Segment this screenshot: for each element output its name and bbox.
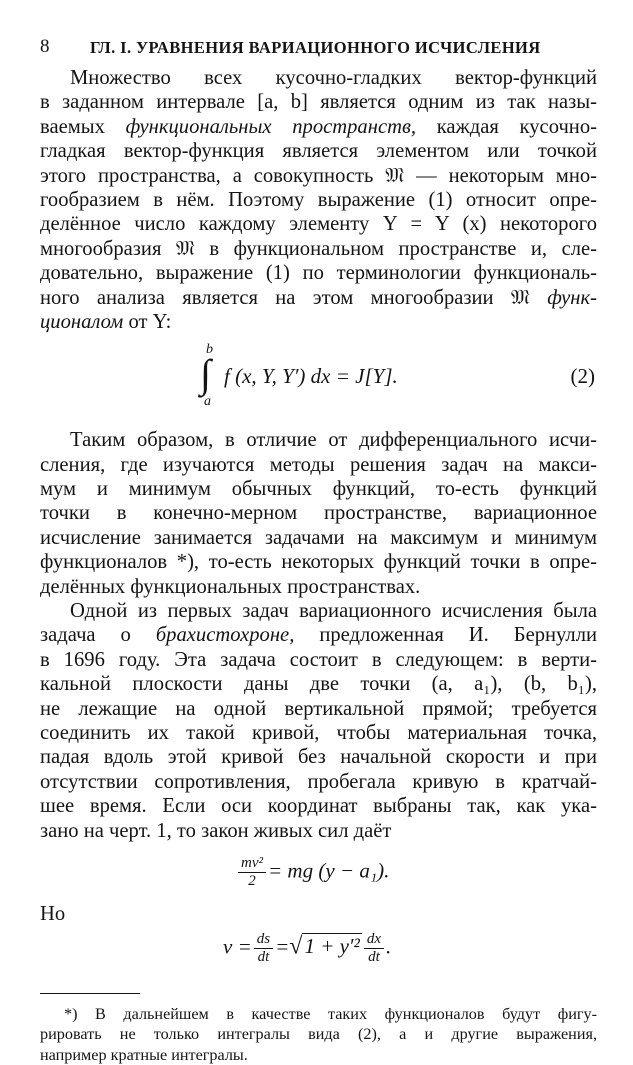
emphasis-term: ционалом xyxy=(40,310,124,333)
text-line: в заданном интервале [a, b] является одним из так назы- xyxy=(40,91,597,114)
text-line xyxy=(40,623,597,647)
text-line: гладкая вектор-функция является элементом или точкой xyxy=(40,140,597,163)
text-line: отсутствии сопротивления, пробегала кривую в кратчай- xyxy=(40,770,597,793)
emphasis-term: функциональных пространств, xyxy=(125,115,417,138)
text-line xyxy=(40,310,597,334)
footnote-divider xyxy=(40,993,140,994)
fraction-denominator: dt xyxy=(257,948,270,965)
text-line: мум и минимум обычных функций, то-есть функций xyxy=(40,478,597,501)
page-number: 8 xyxy=(40,36,50,57)
fraction-numerator: dx xyxy=(364,931,384,949)
text-line: не лежащие на одной вертикальной прямой; требуется xyxy=(40,697,597,720)
fraction-denominator: dt xyxy=(368,948,380,965)
velocity-lhs: v = xyxy=(223,934,252,959)
fraction-dx-dt xyxy=(364,931,384,966)
text-line: гообразием в нём. Поэтому выражение (1) относит опре- xyxy=(40,188,597,211)
equals-sign: = xyxy=(275,934,290,959)
running-title: ГЛ. I. УРАВНЕНИЯ ВАРИАЦИОННОГО ИСЧИСЛЕНИЯ xyxy=(90,38,541,57)
text-run: от Y: xyxy=(128,310,172,333)
fraction-ds-dt xyxy=(254,931,273,966)
text-line: кальной плоскости даны две точки (a, a₁), (b, b₁), xyxy=(40,673,597,696)
paragraph-function-spaces xyxy=(40,66,597,334)
text-line xyxy=(40,115,597,139)
text-line: довательно, выражение (1) по терминологии функциональ- xyxy=(40,262,597,285)
text-line: Множество всех кусочно-гладких вектор-функций xyxy=(70,67,597,89)
text-line: зано на черт. 1, то закон живых сил даёт xyxy=(40,819,392,842)
connector-word: Но xyxy=(40,902,66,925)
footnote-line: рировать не только интегралы вида (2), а и другие выражения, xyxy=(40,1025,597,1044)
book-page xyxy=(40,36,597,1065)
formula-velocity xyxy=(40,929,597,979)
equation-period: . xyxy=(386,934,392,959)
text-line: делённых функциональных пространствах. xyxy=(40,575,421,598)
text-run: ного анализа является на этом многообразии 𝔐 xyxy=(40,286,530,309)
text-line: функционалов *), то-есть некоторых функций точки в опре- xyxy=(40,551,597,574)
paragraph-brachistochrone xyxy=(40,599,597,843)
square-root-sign: √ xyxy=(289,933,303,960)
text-line: сления, где изучаются методы решения задач на макси- xyxy=(40,453,597,476)
integral-sign: ∫ xyxy=(200,351,211,397)
emphasis-term: функ- xyxy=(547,286,597,309)
footnote xyxy=(40,1004,597,1065)
energy-equation xyxy=(236,855,389,890)
text-line: соединить их такой кривой, чтобы материальная точка, xyxy=(40,721,597,744)
square-root-radicand: 1 + y′² xyxy=(304,934,360,959)
integral-expression: f (x, Y, Y′) dx = J[Y]. xyxy=(224,364,398,389)
fraction-numerator: mv² xyxy=(238,855,266,873)
text-line: делённое число каждому элементу Y = Y (x) некоторого xyxy=(40,213,597,236)
text-line: Таким образом, в отличие от дифференциального исчи- xyxy=(70,429,597,452)
text-line: в 1696 году. Эта задача состоит в следующем: в верти- xyxy=(40,648,597,671)
text-line: этого пространства, а совокупность 𝔐 — некоторым мно- xyxy=(40,164,597,187)
text-line: многообразия 𝔐 в функциональном пространстве и, сле- xyxy=(40,237,597,260)
text-run: каждая кусочно- xyxy=(436,115,597,138)
equation-rhs: = mg (y − a₁). xyxy=(268,858,390,883)
text-line: падая вдоль этой кривой без начальной скорости и при xyxy=(40,746,597,769)
text-line: исчисление занимается задачами на максимум и минимум xyxy=(40,526,597,549)
fraction-numerator: ds xyxy=(254,931,273,949)
footnote-line: *) В дальнейшем в качестве таких функционалов будут фигу- xyxy=(64,1004,597,1023)
text-line: точки в конечно-мерном пространстве, вариационное xyxy=(40,502,597,525)
footnote-line: например кратные интегралы. xyxy=(40,1045,248,1064)
formula-integral-functional xyxy=(40,340,597,414)
formula-energy xyxy=(40,849,597,899)
equation-number: (2) xyxy=(570,364,595,389)
integral-upper-limit: b xyxy=(206,342,213,358)
paragraph-variational-calculus xyxy=(40,428,597,599)
integral-lower-limit: a xyxy=(204,394,211,410)
fraction-denominator: 2 xyxy=(248,872,256,889)
text-line xyxy=(40,286,597,310)
text-run: задача о xyxy=(40,624,131,647)
page-header xyxy=(40,36,597,66)
text-run: предложенная И. Бернулли xyxy=(319,624,597,647)
emphasis-term: брахистохроне, xyxy=(155,624,295,647)
text-line: шее время. Если оси координат выбраны так, как ука- xyxy=(40,795,597,818)
velocity-equation xyxy=(223,931,391,966)
text-line: Одной из первых задач вариационного исчисления была xyxy=(70,600,597,623)
fraction xyxy=(238,855,266,890)
text-run: ваемых xyxy=(40,115,105,138)
